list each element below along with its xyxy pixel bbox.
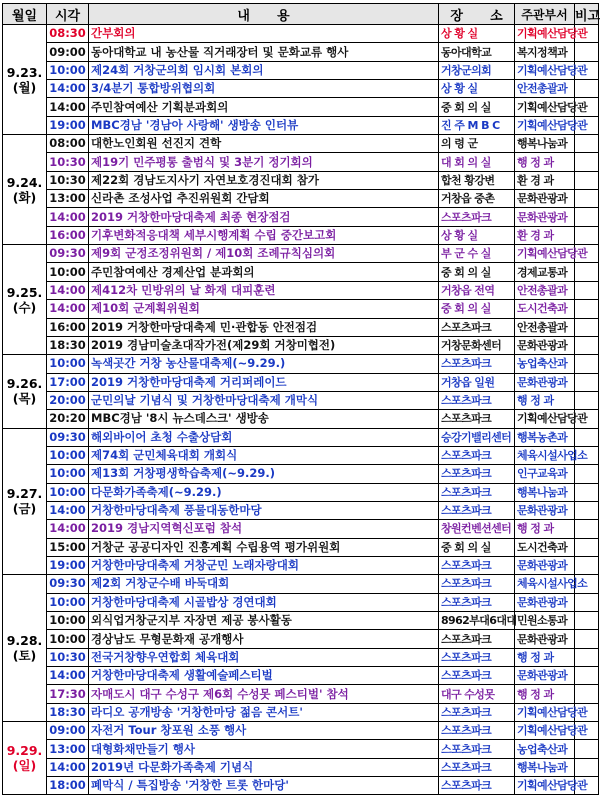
time-cell: 14:00 (47, 758, 89, 776)
day-date: 9.24. (6, 174, 43, 190)
time-cell: 18:30 (47, 703, 89, 721)
dept-cell: 문화관광과 (515, 190, 575, 208)
dept-cell: 행복나눔과 (515, 758, 575, 776)
schedule-row (3, 648, 599, 666)
schedule-row (3, 355, 599, 373)
content-cell: 거창한마당대축제 풍물대동한마당 (89, 501, 439, 519)
dept-cell: 안전총괄과 (515, 80, 575, 98)
note-cell (575, 593, 599, 611)
schedule-row (3, 446, 599, 464)
place-cell: 거창읍 일원 (439, 373, 515, 391)
time-cell: 09:30 (47, 428, 89, 446)
time-cell: 09:00 (47, 43, 89, 61)
content-cell: 2019 거창한마당대축제 최종 현장점검 (89, 208, 439, 226)
schedule-row (3, 318, 599, 336)
note-cell (575, 428, 599, 446)
note-cell (575, 556, 599, 574)
time-cell: 10:00 (47, 483, 89, 501)
schedule-row (3, 171, 599, 189)
schedule-row (3, 281, 599, 299)
place-cell: 거창읍 중촌 (439, 190, 515, 208)
dept-cell: 문화관광과 (515, 501, 575, 519)
schedule-body (3, 25, 599, 795)
note-cell (575, 391, 599, 409)
place-cell: 중 회 의 실 (439, 300, 515, 318)
place-cell: 스포츠파크 (439, 758, 515, 776)
schedule-row (3, 483, 599, 501)
note-cell (575, 538, 599, 556)
content-cell: 대한노인회원 선진지 견학 (89, 135, 439, 153)
dept-cell: 체육시설사업소 (515, 575, 575, 593)
day-weekday: (목) (12, 391, 37, 407)
place-cell: 창원컨벤션센터 (439, 520, 515, 538)
schedule-row (3, 410, 599, 428)
content-cell: 자매도시 대구 수성구 제6회 수성못 페스티벌' 참석 (89, 685, 439, 703)
place-cell: 거창문화센터 (439, 336, 515, 354)
place-cell: 중 회 의 실 (439, 98, 515, 116)
dept-cell: 문화관광과 (515, 667, 575, 685)
time-cell: 14:00 (47, 98, 89, 116)
schedule-row (3, 208, 599, 226)
header-place: 장 소 (439, 4, 515, 25)
time-cell: 10:00 (47, 593, 89, 611)
content-cell: 제24회 거창군의회 임시회 본회의 (89, 61, 439, 79)
place-cell: 부 군 수 실 (439, 245, 515, 263)
content-cell: 제22회 경남도지사기 자연보호경진대회 참가 (89, 171, 439, 189)
content-cell: MBC경남 '경남아 사랑해' 생방송 인터뷰 (89, 116, 439, 134)
time-cell: 10:00 (47, 612, 89, 630)
note-cell (575, 465, 599, 483)
day-cell (3, 722, 47, 795)
time-cell: 18:30 (47, 336, 89, 354)
content-cell: 2019년 다문화가족축제 기념식 (89, 758, 439, 776)
content-cell: 군민의날 기념식 및 거창한마당대축제 개막식 (89, 391, 439, 409)
content-cell: 해외바이어 초청 수출상담회 (89, 428, 439, 446)
schedule-row (3, 612, 599, 630)
content-cell: 자전거 Tour 창포원 소풍 행사 (89, 722, 439, 740)
note-cell (575, 281, 599, 299)
header-time: 시각 (47, 4, 89, 25)
note-cell (575, 501, 599, 519)
dept-cell: 행 정 과 (515, 153, 575, 171)
schedule-row (3, 465, 599, 483)
schedule-row (3, 575, 599, 593)
place-cell: 합천 황강변 (439, 171, 515, 189)
day-date: 9.29. (6, 743, 43, 759)
dept-cell: 안전총괄과 (515, 281, 575, 299)
place-cell: 거창군의회 (439, 61, 515, 79)
dept-cell: 기획예산담당관 (515, 410, 575, 428)
dept-cell: 문화관광과 (515, 336, 575, 354)
dept-cell: 체육시설사업소 (515, 446, 575, 464)
day-date: 9.27. (6, 486, 43, 502)
dept-cell: 행 정 과 (515, 520, 575, 538)
time-cell: 14:00 (47, 300, 89, 318)
content-cell: 2019 거창한마당대축제 거리퍼레이드 (89, 373, 439, 391)
time-cell: 10:00 (47, 61, 89, 79)
place-cell: 의 령 군 (439, 135, 515, 153)
dept-cell: 기획예산담당관 (515, 703, 575, 721)
dept-cell: 안전총괄과 (515, 318, 575, 336)
dept-cell: 도시건축과 (515, 300, 575, 318)
day-date: 9.26. (6, 376, 43, 392)
schedule-row (3, 630, 599, 648)
place-cell: 상 황 실 (439, 80, 515, 98)
content-cell: 2019 거창한마당대축제 민·관합동 안전점검 (89, 318, 439, 336)
note-cell (575, 318, 599, 336)
note-cell (575, 43, 599, 61)
header-row (3, 4, 599, 25)
note-cell (575, 226, 599, 244)
dept-cell: 기획예산담당관 (515, 25, 575, 43)
content-cell: 2019 경남미술초대작가전(제29회 거창미협전) (89, 336, 439, 354)
time-cell: 14:00 (47, 501, 89, 519)
schedule-row (3, 61, 599, 79)
content-cell: 3/4분기 통합방위협의회 (89, 80, 439, 98)
time-cell: 08:30 (47, 25, 89, 43)
place-cell: 중 회 의 실 (439, 538, 515, 556)
dept-cell: 경제교통과 (515, 263, 575, 281)
note-cell (575, 135, 599, 153)
place-cell: 스포츠파크 (439, 630, 515, 648)
time-cell: 18:00 (47, 777, 89, 795)
time-cell: 09:30 (47, 575, 89, 593)
note-cell (575, 648, 599, 666)
time-cell: 09:30 (47, 245, 89, 263)
time-cell: 08:00 (47, 135, 89, 153)
dept-cell: 기획예산담당관 (515, 98, 575, 116)
place-cell: 스포츠파크 (439, 318, 515, 336)
schedule-row (3, 98, 599, 116)
schedule-row (3, 373, 599, 391)
note-cell (575, 171, 599, 189)
note-cell (575, 612, 599, 630)
place-cell: 스포츠파크 (439, 777, 515, 795)
time-cell: 14:00 (47, 80, 89, 98)
place-cell: 스포츠파크 (439, 703, 515, 721)
dept-cell: 기획예산담당관 (515, 777, 575, 795)
schedule-row (3, 245, 599, 263)
schedule-row (3, 428, 599, 446)
place-cell: 8962부대6대대 (439, 612, 515, 630)
day-date: 9.28. (6, 633, 43, 649)
dept-cell: 행 정 과 (515, 391, 575, 409)
dept-cell: 환 경 과 (515, 171, 575, 189)
content-cell: 다문화가족축제(~9.29.) (89, 483, 439, 501)
content-cell: 전국거창향우연합회 체육대회 (89, 648, 439, 666)
schedule-row (3, 685, 599, 703)
time-cell: 14:00 (47, 208, 89, 226)
note-cell (575, 483, 599, 501)
header-content: 내 용 (89, 4, 439, 25)
dept-cell: 복지정책과 (515, 43, 575, 61)
day-cell (3, 245, 47, 355)
schedule-row (3, 667, 599, 685)
day-date: 9.23. (6, 64, 43, 80)
schedule-row (3, 391, 599, 409)
dept-cell: 행복나눔과 (515, 483, 575, 501)
place-cell: 스포츠파크 (439, 483, 515, 501)
day-cell (3, 25, 47, 135)
place-cell: 스포츠파크 (439, 355, 515, 373)
schedule-row (3, 520, 599, 538)
content-cell: 신라촌 조성사업 추진위원회 간담회 (89, 190, 439, 208)
time-cell: 15:00 (47, 538, 89, 556)
place-cell: 상 황 실 (439, 226, 515, 244)
content-cell: 라디오 공개방송 '거창한마당 젊음 콘서트' (89, 703, 439, 721)
dept-cell: 환 경 과 (515, 226, 575, 244)
content-cell: 거창군 공공디자인 진흥계획 수립용역 평가위원회 (89, 538, 439, 556)
place-cell: 스포츠파크 (439, 722, 515, 740)
note-cell (575, 758, 599, 776)
header-note: 비고 (575, 4, 599, 25)
dept-cell: 문화관광과 (515, 630, 575, 648)
content-cell: 동아대학교 내 농산물 직거래장터 및 문화교류 행사 (89, 43, 439, 61)
schedule-row (3, 556, 599, 574)
schedule-row (3, 777, 599, 795)
dept-cell: 문화관광과 (515, 208, 575, 226)
content-cell: 경상남도 무형문화재 공개행사 (89, 630, 439, 648)
time-cell: 17:30 (47, 685, 89, 703)
content-cell: 외식업거창군지부 자장면 제공 봉사활동 (89, 612, 439, 630)
dept-cell: 문화관광과 (515, 593, 575, 611)
schedule-row (3, 722, 599, 740)
place-cell: 스포츠파크 (439, 465, 515, 483)
place-cell: 스포츠파크 (439, 648, 515, 666)
dept-cell: 농업축산과 (515, 740, 575, 758)
time-cell: 19:00 (47, 556, 89, 574)
content-cell: 제10회 군계획위원회 (89, 300, 439, 318)
note-cell (575, 630, 599, 648)
day-date: 9.25. (6, 284, 43, 300)
time-cell: 10:00 (47, 465, 89, 483)
content-cell: 제74회 군민체육대회 개회식 (89, 446, 439, 464)
content-cell: 폐막식 / 특집방송 '거창한 트롯 한마당' (89, 777, 439, 795)
note-cell (575, 373, 599, 391)
content-cell: 주민참여예산 경제산업 분과회의 (89, 263, 439, 281)
schedule-row (3, 263, 599, 281)
time-cell: 10:30 (47, 153, 89, 171)
content-cell: 제9회 군정조정위원회 / 제10회 조례규칙심의회 (89, 245, 439, 263)
content-cell: MBC경남 '8시 뉴스데스크' 생방송 (89, 410, 439, 428)
content-cell: 거창한마당대축제 생활예술페스티벌 (89, 667, 439, 685)
note-cell (575, 300, 599, 318)
dept-cell: 도시건축과 (515, 538, 575, 556)
place-cell: 스포츠파크 (439, 740, 515, 758)
note-cell (575, 336, 599, 354)
place-cell: 진 주 M B C (439, 116, 515, 134)
schedule-row (3, 758, 599, 776)
time-cell: 10:30 (47, 171, 89, 189)
schedule-row (3, 336, 599, 354)
time-cell: 10:30 (47, 648, 89, 666)
note-cell (575, 263, 599, 281)
content-cell: 거창한마당대축제 시골밥상 경연대회 (89, 593, 439, 611)
time-cell: 10:00 (47, 446, 89, 464)
time-cell: 16:00 (47, 226, 89, 244)
content-cell: 2019 경남지역혁신포럼 참석 (89, 520, 439, 538)
day-cell (3, 355, 47, 428)
note-cell (575, 80, 599, 98)
schedule-row (3, 593, 599, 611)
day-cell (3, 428, 47, 575)
place-cell: 스포츠파크 (439, 446, 515, 464)
day-weekday: (수) (12, 299, 37, 315)
dept-cell: 기획예산담당관 (515, 61, 575, 79)
schedule-row (3, 153, 599, 171)
time-cell: 19:00 (47, 116, 89, 134)
time-cell: 20:00 (47, 391, 89, 409)
place-cell: 대구 수성못 (439, 685, 515, 703)
dept-cell: 농업축산과 (515, 355, 575, 373)
schedule-row (3, 740, 599, 758)
day-weekday: (금) (12, 501, 37, 517)
note-cell (575, 208, 599, 226)
time-cell: 20:20 (47, 410, 89, 428)
time-cell: 10:00 (47, 263, 89, 281)
place-cell: 중 회 의 실 (439, 263, 515, 281)
content-cell: 제412차 민방위의 날 화재 대피훈련 (89, 281, 439, 299)
schedule-row (3, 135, 599, 153)
day-weekday: (토) (12, 648, 37, 664)
place-cell: 대 회 의 실 (439, 153, 515, 171)
content-cell: 녹색곳간 거창 농산물대축제(~9.29.) (89, 355, 439, 373)
time-cell: 13:00 (47, 740, 89, 758)
content-cell: 간부회의 (89, 25, 439, 43)
dept-cell: 행복나눔과 (515, 135, 575, 153)
day-weekday: (화) (12, 189, 37, 205)
place-cell: 스포츠파크 (439, 391, 515, 409)
content-cell: 거창한마당대축제 거창군민 노래자랑대회 (89, 556, 439, 574)
place-cell: 스포츠파크 (439, 501, 515, 519)
note-cell (575, 355, 599, 373)
schedule-row (3, 190, 599, 208)
day-weekday: (월) (12, 79, 37, 95)
content-cell: 주민참여예산 기획분과회의 (89, 98, 439, 116)
note-cell (575, 740, 599, 758)
place-cell: 스포츠파크 (439, 667, 515, 685)
place-cell: 스포츠파크 (439, 410, 515, 428)
note-cell (575, 667, 599, 685)
dept-cell: 기획예산담당관 (515, 116, 575, 134)
schedule-row (3, 300, 599, 318)
time-cell: 17:00 (47, 373, 89, 391)
time-cell: 09:00 (47, 722, 89, 740)
place-cell: 스포츠파크 (439, 593, 515, 611)
time-cell: 10:00 (47, 630, 89, 648)
dept-cell: 문화관광과 (515, 556, 575, 574)
day-cell (3, 575, 47, 722)
schedule-row (3, 501, 599, 519)
schedule-row (3, 703, 599, 721)
dept-cell: 민원소통과 (515, 612, 575, 630)
schedule-row (3, 116, 599, 134)
schedule-row (3, 80, 599, 98)
note-cell (575, 153, 599, 171)
dept-cell: 인구교육과 (515, 465, 575, 483)
header-dept: 주관부서 (515, 4, 575, 25)
schedule-row (3, 25, 599, 43)
place-cell: 스포츠파크 (439, 575, 515, 593)
day-weekday: (일) (12, 758, 37, 774)
place-cell: 스포츠파크 (439, 208, 515, 226)
place-cell: 거창읍 전역 (439, 281, 515, 299)
time-cell: 14:00 (47, 520, 89, 538)
dept-cell: 행 정 과 (515, 685, 575, 703)
day-cell (3, 135, 47, 245)
content-cell: 대형화채만들기 행사 (89, 740, 439, 758)
dept-cell: 문화관광과 (515, 373, 575, 391)
time-cell: 10:00 (47, 355, 89, 373)
content-cell: 제2회 거창군수배 바둑대회 (89, 575, 439, 593)
time-cell: 13:00 (47, 190, 89, 208)
note-cell (575, 520, 599, 538)
schedule-row (3, 43, 599, 61)
dept-cell: 행 정 과 (515, 648, 575, 666)
schedule-row (3, 226, 599, 244)
place-cell: 스포츠파크 (439, 556, 515, 574)
dept-cell: 행복농촌과 (515, 428, 575, 446)
time-cell: 16:00 (47, 318, 89, 336)
schedule-table (2, 3, 599, 795)
place-cell: 승강기밸리센터 (439, 428, 515, 446)
dept-cell: 기획예산담당관 (515, 245, 575, 263)
time-cell: 14:00 (47, 281, 89, 299)
note-cell (575, 685, 599, 703)
content-cell: 제19기 민주평통 출범식 및 3분기 정기회의 (89, 153, 439, 171)
content-cell: 제13회 거창평생학습축제(~9.29.) (89, 465, 439, 483)
dept-cell: 기획예산담당관 (515, 722, 575, 740)
place-cell: 동아대학교 (439, 43, 515, 61)
content-cell: 기후변화적응대책 세부시행계획 수립 중간보고회 (89, 226, 439, 244)
place-cell: 상 황 실 (439, 25, 515, 43)
time-cell: 14:00 (47, 667, 89, 685)
schedule-row (3, 538, 599, 556)
note-cell (575, 190, 599, 208)
header-day: 월일 (3, 4, 47, 25)
